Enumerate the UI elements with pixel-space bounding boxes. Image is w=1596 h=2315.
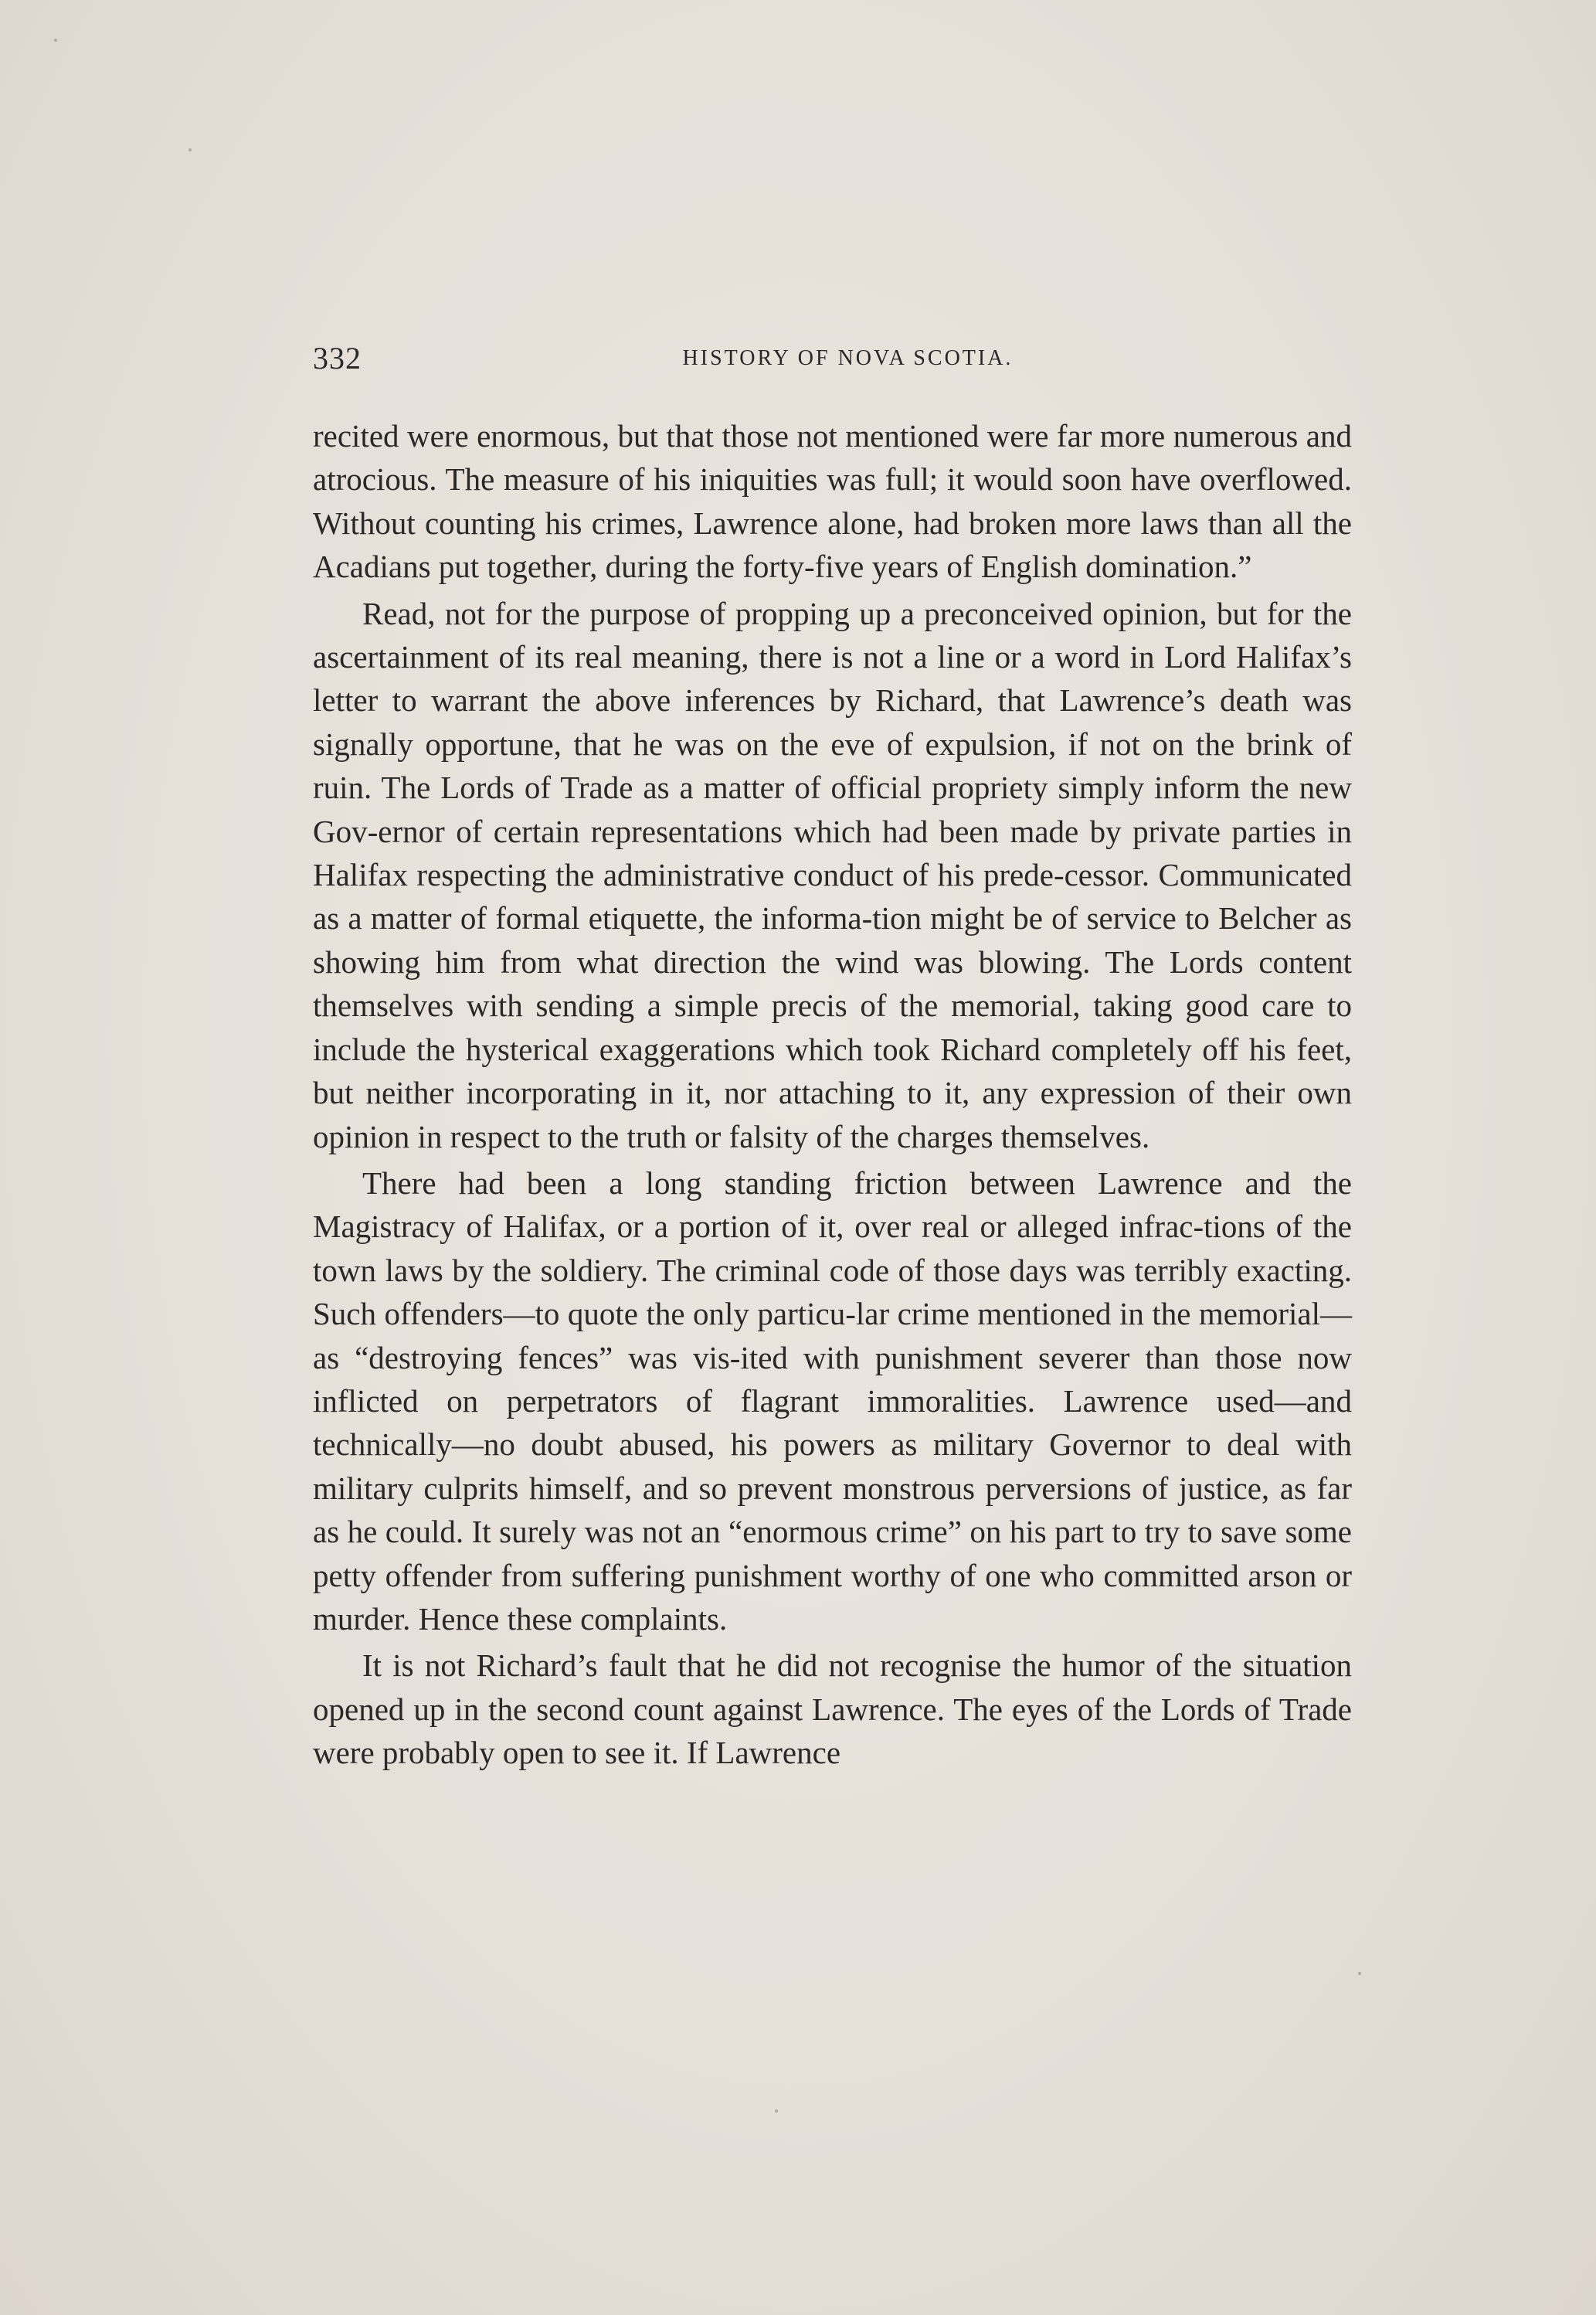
paragraph: It is not Richard’s fault that he did not recognise the humor of the situation opened up in the second count against Lawrence. The eyes of the Lords of Trade were probably open to see it. If Lawrence	[313, 1647, 1352, 1771]
paragraph: There had been a long standing friction between Lawrence and the Magistracy of Halifax, or a portion of it, over real or alleged infrac-tions of the town laws by the soldiery. The criminal code of those days was terribly exacting. Such offenders—to quote the only particu-lar crime mentioned in the memorial—as “destroying fences” was vis-ited with punishment severer than those now inflicted on perpetrators of flagrant immoralities. Lawrence used—and technically—no doubt abused, his powers as military Governor to deal with military culprits himself, and so prevent monstrous perversions of justice, as far as he could. It surely was not an “enormous crime” on his part to try to save some petty offender from suffering punishment worthy of one who committed arson or murder. Hence these complaints.	[313, 1164, 1352, 1637]
running-title: HISTORY OF NOVA SCOTIA.	[682, 346, 1014, 370]
paper-speck	[188, 148, 192, 151]
running-head	[313, 340, 1352, 386]
page-number: 332	[313, 341, 362, 376]
body-text	[313, 414, 1352, 1775]
paragraph: recited were enormous, but that those not mentioned were far more numerous and atrocious. The measure of his iniquities was full; it would soon have overflowed. Without counting his crimes, Lawrence alone, had broken more laws than all the Acadians put together, during the forty-five years of English domination.”	[313, 418, 1352, 585]
paper-speck	[54, 39, 57, 42]
paragraph: Read, not for the purpose of propping up a preconceived opinion, but for the ascertainment of its real meaning, there is not a line or a word in Lord Halifax’s letter to warrant the above inferences by Richard, that Lawrence’s death was signally opportune, that he was on the eve of expulsion, if not on the brink of ruin. The Lords of Trade as a matter of official propriety simply inform the new Gov-ernor of certain representations which had been made by private parties in Halifax respecting the administrative conduct of his prede-cessor. Communicated as a matter of formal etiquette, the informa-tion might be of service to Belcher as showing him from what direction the wind was blowing. The Lords content themselves with sending a simple precis of the memorial, taking good care to include the hysterical exaggerations which took Richard completely off his feet, but neither incorporating in it, nor attaching to it, any expression of their own opinion in respect to the truth or falsity of the charges themselves.	[313, 595, 1352, 1154]
paper-speck	[775, 2109, 778, 2113]
paper-speck	[1358, 1972, 1361, 1975]
